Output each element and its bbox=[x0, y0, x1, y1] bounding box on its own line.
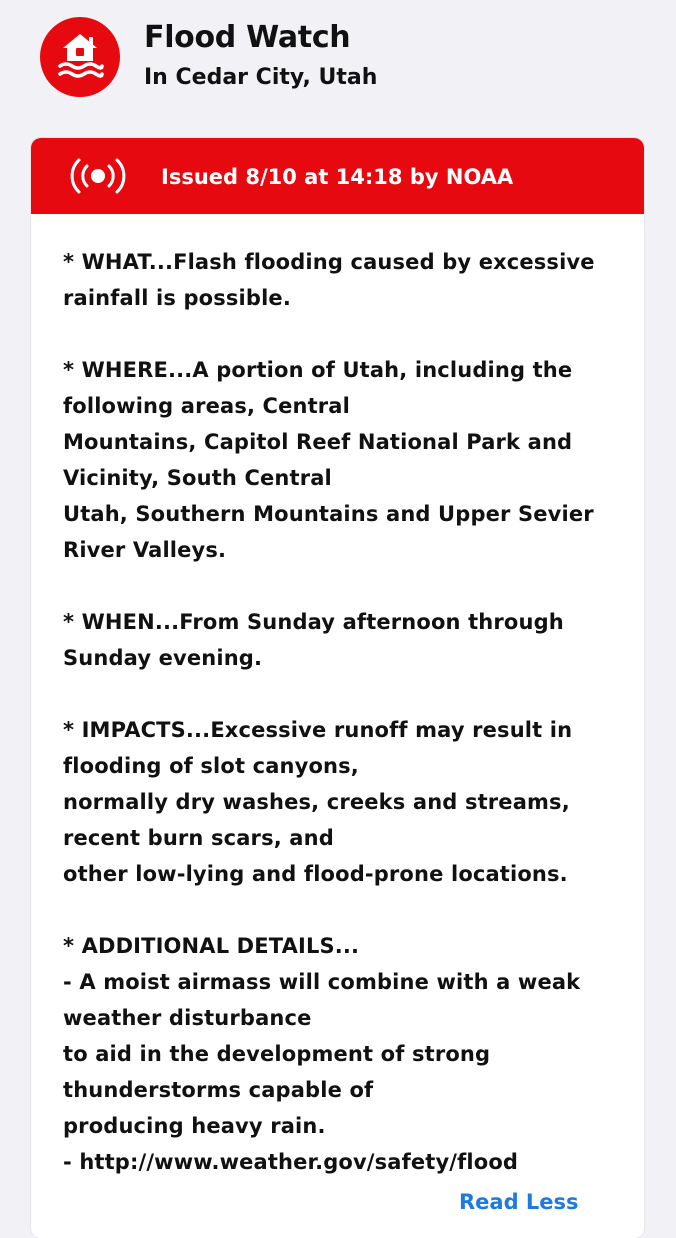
section-when bbox=[63, 604, 623, 676]
description-line: * WHERE...A portion of Utah, including the bbox=[63, 358, 573, 382]
description-line: * IMPACTS...Excessive runoff may result in bbox=[63, 718, 573, 742]
alert-card-header bbox=[31, 138, 644, 214]
description-line: Sunday evening. bbox=[63, 646, 263, 670]
description-line: other low-lying and flood-prone locations. bbox=[63, 862, 568, 886]
description-line: rainfall is possible. bbox=[63, 286, 291, 310]
flood-house-icon bbox=[40, 17, 120, 97]
description-line: River Valleys. bbox=[63, 538, 227, 562]
issued-info: Issued 8/10 at 14:18 by NOAA bbox=[161, 165, 514, 189]
description-line: following areas, Central bbox=[63, 394, 350, 418]
section-additional-details bbox=[63, 928, 623, 1180]
alert-description bbox=[63, 244, 623, 1216]
description-line: Utah, Southern Mountains and Upper Sevier bbox=[63, 502, 594, 526]
alert-location: In Cedar City, Utah bbox=[144, 65, 378, 90]
description-line: normally dry washes, creeks and streams, bbox=[63, 790, 570, 814]
description-line: flooding of slot canyons, bbox=[63, 754, 359, 778]
alert-card bbox=[31, 138, 644, 1238]
section-where bbox=[63, 352, 623, 568]
description-line: - A moist airmass will combine with a weak bbox=[63, 970, 581, 994]
description-line: to aid in the development of strong bbox=[63, 1042, 491, 1066]
description-line: recent burn scars, and bbox=[63, 826, 334, 850]
description-line: * ADDITIONAL DETAILS... bbox=[63, 934, 360, 958]
broadcast-icon bbox=[67, 156, 129, 196]
description-line: * WHAT...Flash flooding caused by excessive bbox=[63, 250, 595, 274]
description-line: Vicinity, South Central bbox=[63, 466, 332, 490]
alert-title: Flood Watch bbox=[144, 20, 351, 55]
description-line: - http://www.weather.gov/safety/flood bbox=[63, 1150, 519, 1174]
description-line: thunderstorms capable of bbox=[63, 1078, 374, 1102]
alert-header bbox=[0, 0, 676, 130]
description-line: weather disturbance bbox=[63, 1006, 312, 1030]
description-line: producing heavy rain. bbox=[63, 1114, 326, 1138]
description-line: Mountains, Capitol Reef National Park and bbox=[63, 430, 573, 454]
read-less-link[interactable]: Read Less bbox=[459, 1190, 579, 1214]
description-line: * WHEN...From Sunday afternoon through bbox=[63, 610, 564, 634]
section-what bbox=[63, 244, 623, 316]
section-impacts bbox=[63, 712, 623, 892]
